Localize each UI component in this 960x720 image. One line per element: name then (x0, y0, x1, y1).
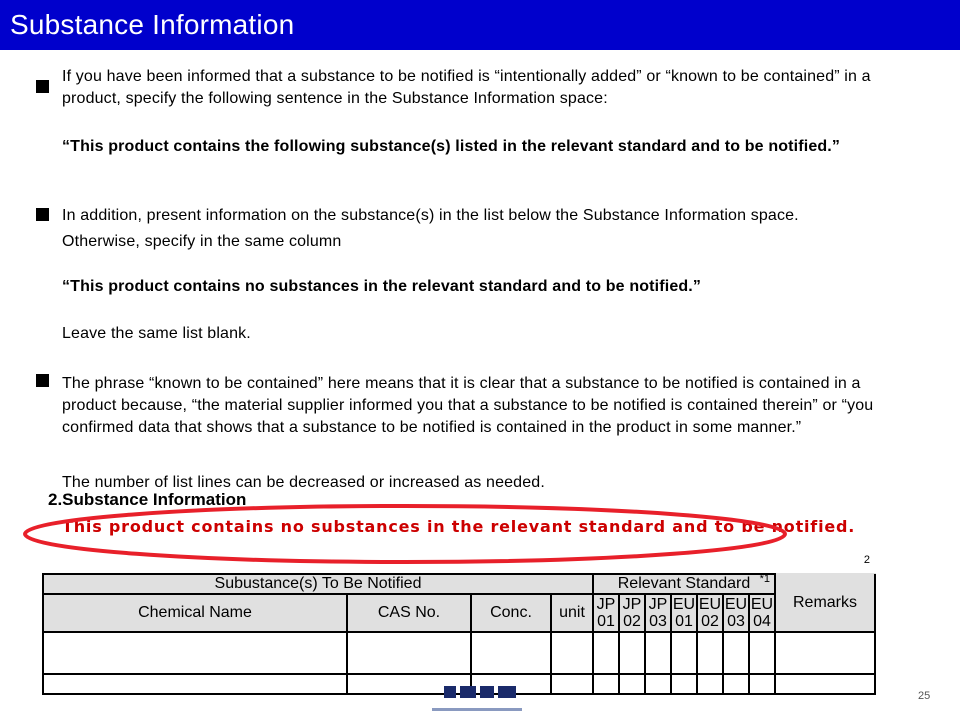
table-cell[interactable] (619, 632, 645, 674)
table-cell[interactable] (619, 674, 645, 694)
jamp-logo-icon (430, 686, 530, 720)
paragraph-2-quote: “This product contains no substances in the relevant standard and to be notified.” (62, 278, 702, 295)
chemical-name-header: Chemical Name (43, 594, 347, 632)
paragraph-2b: Otherwise, specify in the same column (62, 233, 342, 250)
table-cell[interactable] (347, 632, 471, 674)
standard-eu03: EU 03 (724, 596, 748, 630)
remarks-label: Remarks (792, 593, 857, 611)
standard-eu04: EU 04 (750, 596, 774, 630)
table-row (43, 632, 875, 674)
table-cell[interactable] (671, 674, 697, 694)
table-cell[interactable] (551, 674, 593, 694)
table-cell[interactable] (593, 674, 619, 694)
paragraph-3: The phrase “known to be contained” here means that it is clear that a substance to be notified is contained in a product because, “the material supplier informed you that a substance to be notified is contained therein” or “you confirmed data that shows that a substance to be notified is contained in the product in some manner.” (62, 375, 874, 436)
table-cell[interactable] (43, 632, 347, 674)
table-cell[interactable] (697, 674, 723, 694)
table-cell[interactable] (471, 632, 551, 674)
relevant-standard-header (593, 574, 775, 594)
substance-table (42, 554, 876, 695)
table-cell[interactable] (671, 632, 697, 674)
table-cell[interactable] (723, 632, 749, 674)
table-cell[interactable] (43, 674, 347, 694)
relevant-standard-label: Relevant Standard (617, 575, 751, 592)
table-cell[interactable] (775, 632, 875, 674)
standard-eu02: EU 02 (698, 596, 722, 630)
table-cell[interactable] (723, 674, 749, 694)
table-cell[interactable] (749, 674, 775, 694)
table-cell[interactable] (697, 632, 723, 674)
highlighted-statement: This product contains no substances in the relevant standard and to be notified. (62, 517, 856, 536)
conc-header: Conc. (471, 594, 551, 632)
form-section-title: 2.Substance Information (48, 490, 247, 509)
paragraph-2c: Leave the same list blank. (62, 325, 251, 342)
remarks-header (775, 554, 875, 632)
standard-jp03: JP 03 (645, 594, 671, 632)
standard-jp01: JP 01 (593, 594, 619, 632)
standard-eu01: EU 01 (672, 596, 696, 630)
table-cell[interactable] (551, 632, 593, 674)
table-cell[interactable] (645, 632, 671, 674)
paragraph-1-quote: “This product contains the following substance(s) listed in the relevant standard and to be notified.” (62, 138, 841, 155)
page-title: Substance Information (10, 9, 295, 40)
group-header: Subustance(s) To Be Notified (43, 574, 593, 594)
footnote-2: 2 (863, 554, 870, 566)
table-cell[interactable] (775, 674, 875, 694)
paragraph-1: If you have been informed that a substance to be notified is “intentionally added” or “known to be contained” in a product, specify the following sentence in the Substance Information space: (62, 68, 871, 107)
page-number: 25 (918, 690, 931, 702)
standard-jp02: JP 02 (619, 594, 645, 632)
table-cell[interactable] (645, 674, 671, 694)
unit-header: unit (551, 594, 593, 632)
table-cell[interactable] (749, 632, 775, 674)
cas-no-header: CAS No. (347, 594, 471, 632)
footnote-1: *1 (759, 573, 770, 585)
paragraph-2: In addition, present information on the substance(s) in the list below the Substance Information space. (62, 207, 799, 224)
paragraph-3b: The number of list lines can be decreased or increased as needed. (62, 474, 545, 491)
table-cell[interactable] (593, 632, 619, 674)
